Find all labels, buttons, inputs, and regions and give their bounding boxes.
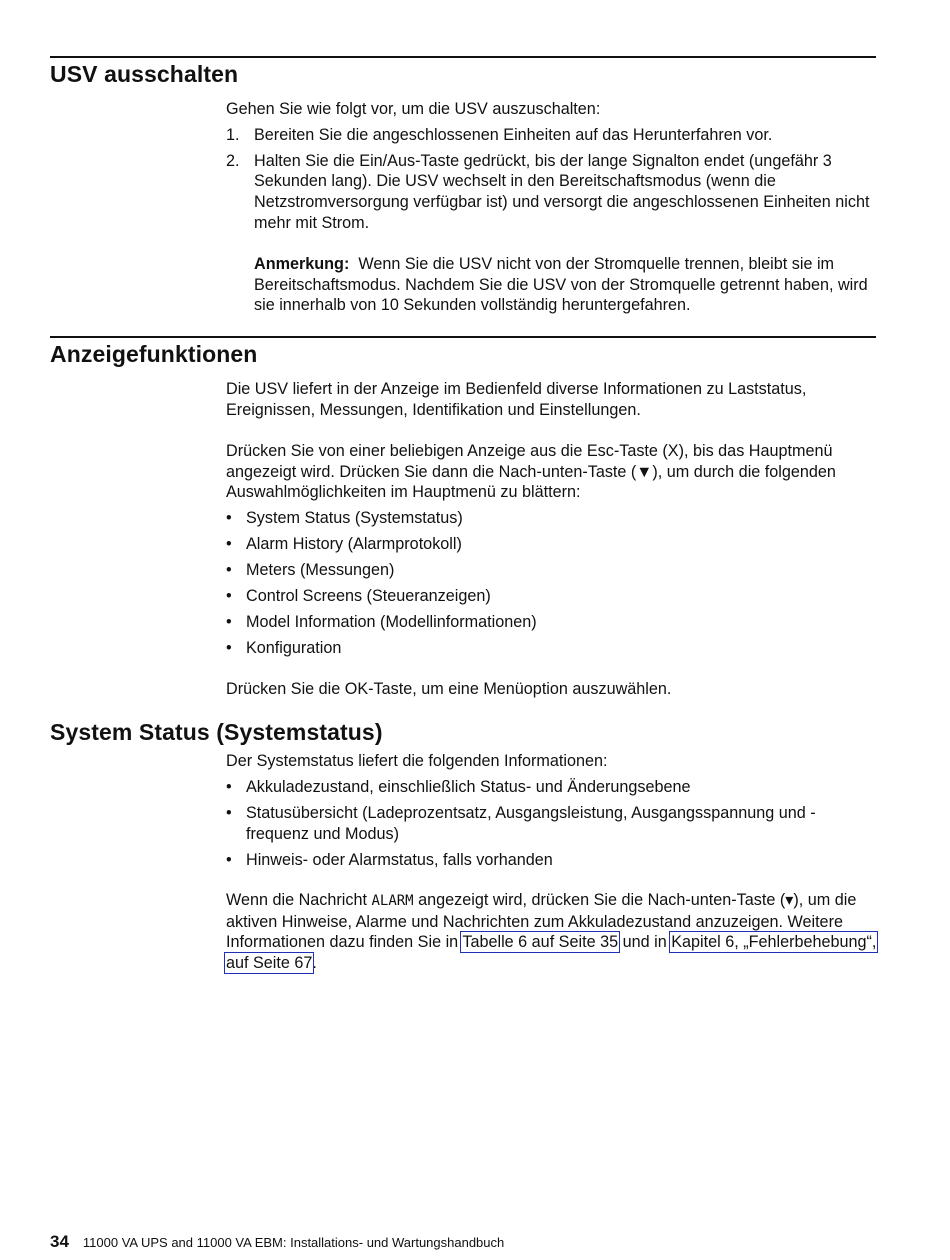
note-text: Wenn Sie die USV nicht von der Stromquelle trennen, bleibt sie im Bereitschaftsmodus. Nachdem Sie die USV von der Stromquelle getrennt haben, wird sie innerhalb von 10 Sekunden vollständig heruntergefahren. — [254, 255, 868, 315]
status-info-list — [226, 777, 878, 876]
paragraph-text: Drücken Sie die OK-Taste, um eine Menüoption auszuwählen. — [226, 680, 672, 698]
status-final-paragraph — [226, 890, 878, 974]
step-text: Bereiten Sie die angeschlossenen Einheiten auf das Herunterfahren vor. — [254, 126, 773, 144]
list-item: • System Status (Systemstatus) — [226, 508, 878, 529]
paragraph-text: Die USV liefert in der Anzeige im Bedienfeld diverse Informationen zu Laststatus, Ereignissen, Messungen, Identifikation und Einstellungen. — [226, 380, 807, 419]
status-intro — [226, 751, 878, 772]
list-item: • Meters (Messungen) — [226, 560, 878, 581]
list-item: • Statusübersicht (Ladeprozentsatz, Ausgangsleistung, Ausgangsspannung und -frequenz und Modus) — [226, 803, 878, 844]
table-6-link[interactable]: Tabelle 6 auf Seite 35 — [462, 933, 619, 952]
list-item: • Konfiguration — [226, 638, 878, 659]
note-label: Anmerkung: — [254, 255, 350, 273]
display-paragraph-3 — [226, 679, 878, 700]
chapter-6-link[interactable]: Kapitel 6, „Fehlerbehebung“, auf Seite 67 — [226, 933, 877, 973]
note-paragraph — [254, 254, 878, 316]
step-number: 2. — [226, 151, 240, 170]
step-number: 1. — [226, 126, 240, 144]
text-run: Wenn die Nachricht — [226, 891, 372, 909]
intro-paragraph — [226, 99, 878, 120]
section-rule — [50, 336, 876, 338]
heading-anzeigefunktionen: Anzeigefunktionen — [50, 341, 258, 367]
paragraph-text — [226, 890, 878, 974]
list-item: • Model Information (Modellinformationen) — [226, 612, 878, 633]
list-item: • Hinweis- oder Alarmstatus, falls vorhanden — [226, 850, 878, 871]
heading-system-status: System Status (Systemstatus) — [50, 719, 383, 745]
text-run: angezeigt wird, drücken Sie die Nach-unten-Taste (▾), um die aktiven Hinweise, Alarme und Nachrichten zum Akkuladezustand anzuzeigen. Weitere Informationen dazu finden Sie in — [226, 891, 857, 952]
text-run: . — [312, 954, 317, 973]
steps-list — [226, 125, 878, 239]
paragraph-text: Der Systemstatus liefert die folgenden Informationen: — [226, 752, 608, 770]
menu-options-list — [226, 508, 878, 664]
alarm-code: ALARM — [371, 893, 414, 909]
section-rule — [50, 56, 876, 58]
footer-title: 11000 VA UPS and 11000 VA EBM: Installations- und Wartungshandbuch — [82, 1235, 505, 1250]
paragraph-text: Drücken Sie von einer beliebigen Anzeige aus die Esc-Taste (X), bis das Hauptmenü angezeigt wird. Drücken Sie dann die Nach-unten-Taste (▼), um durch die folgenden Auswahlmöglichkeiten im Hauptmenü zu blättern: — [226, 442, 836, 502]
list-item: • Control Screens (Steueranzeigen) — [226, 586, 878, 607]
page-footer — [50, 1232, 504, 1253]
step-item — [226, 125, 878, 146]
display-paragraph-2 — [226, 441, 878, 503]
list-item: • Alarm History (Alarmprotokoll) — [226, 534, 878, 555]
step-item — [226, 151, 878, 234]
page-number: 34 — [50, 1232, 69, 1251]
list-item: • Akkuladezustand, einschließlich Status- und Änderungsebene — [226, 777, 878, 798]
intro-text: Gehen Sie wie folgt vor, um die USV auszuschalten: — [226, 100, 601, 118]
step-text: Halten Sie die Ein/Aus-Taste gedrückt, bis der lange Signalton endet (ungefähr 3 Sekunden lang). Die USV wechselt in den Bereitschaftsmodus (wenn die Netzstromversorgung verfügbar ist) und versorgt die angeschlossenen Einheiten nicht mehr mit Strom. — [254, 151, 870, 232]
text-run: und in — [618, 933, 672, 952]
heading-usv-ausschalten: USV ausschalten — [50, 61, 239, 87]
display-paragraph-1 — [226, 379, 878, 420]
